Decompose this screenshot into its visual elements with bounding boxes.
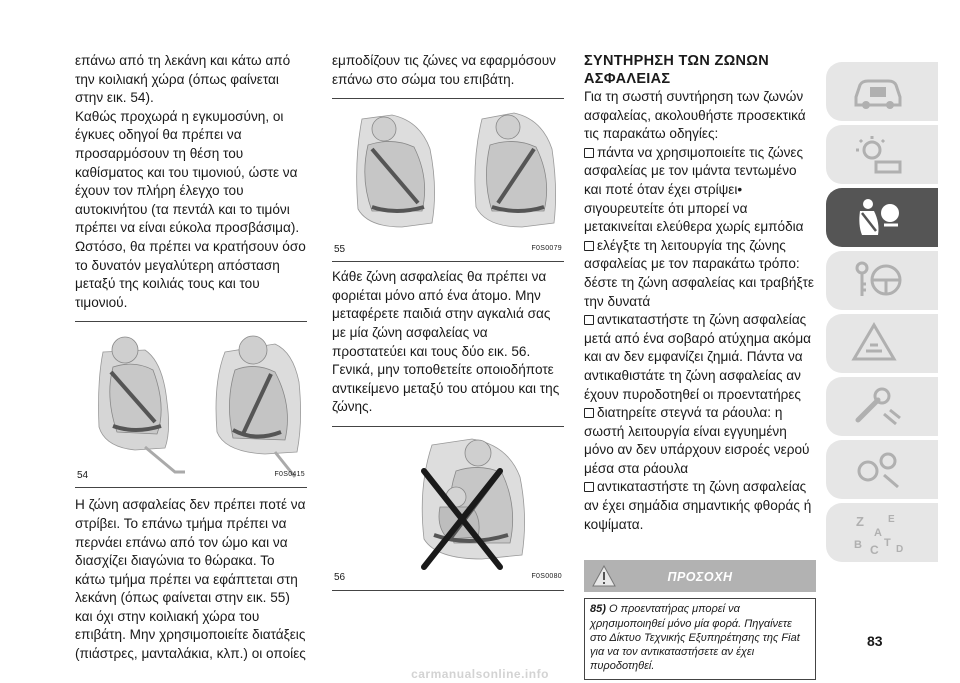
watermark: carmanualsonline.info — [411, 667, 549, 681]
chapter-tabs — [826, 62, 938, 566]
lights-dashboard-icon — [850, 132, 906, 176]
index-letter: B — [854, 539, 862, 551]
index-letters-icon — [850, 510, 910, 558]
bullet-item: ελέγξτε τη λειτουργία της ζώνης ασφαλείας με τον παρακάτω τρόπο: δέστε τη ζώνη ασφαλείας και τραβήξτε την δυνατά — [584, 237, 814, 309]
warning-road-icon — [850, 321, 906, 365]
figure-56 — [332, 427, 564, 590]
key-steering-wheel-icon — [850, 258, 906, 302]
paragraph: Κάθε ζώνη ασφαλείας θα πρέπει να φοριέται μόνο από ένα άτομο. Μην μεταφέρετε παιδιά στην αγκαλιά σας με μία ζώνη ασφαλείας να προστατεύει και τους δύο εικ. 56. Γενικά, μην τοποθετείτε οποιοδήποτε αντικείμενο μεταξύ του ατόμου και της ζώνης. — [332, 269, 560, 415]
figure-code: F0S0079 — [531, 244, 562, 252]
maintenance-tools-icon — [850, 384, 906, 428]
page-number: 83 — [867, 633, 883, 649]
index-letter: A — [874, 527, 882, 539]
seated-passengers-illustration — [332, 99, 564, 261]
tab-car-info[interactable] — [826, 62, 938, 121]
warning-title: ΠΡΟΣΟΧΗ — [667, 570, 733, 585]
figure-code: F0S0080 — [531, 573, 562, 581]
checkbox-bullet-icon — [584, 482, 594, 492]
pregnant-seatbelt-illustration — [75, 322, 307, 487]
figure-code: F0S0415 — [274, 470, 305, 478]
child-on-lap-illustration — [332, 427, 564, 590]
bullet-item: αντικαταστήστε τη ζώνη ασφαλείας μετά από ένα σοβαρό ατύχημα ακόμα και αν δεν εμφανίζει ζημιά. Πάντα να αντικαθιστάτε τη ζώνη ασφαλείας αν έχουν πυροδοτηθεί οι προεντατήρες — [584, 312, 812, 402]
tab-emergency[interactable] — [826, 314, 938, 373]
divider — [75, 487, 307, 488]
tab-starting-driving[interactable] — [826, 251, 938, 310]
tab-maintenance[interactable] — [826, 377, 938, 436]
index-letter: E — [888, 514, 895, 525]
column-1 — [75, 52, 307, 664]
bullet-item: διατηρείτε στεγνά τα ράουλα: η σωστή λειτουργία είναι εγγυημένη μόνο αν δεν υπάρχουν εισροές νερού μέσα στα ράουλα — [584, 405, 810, 476]
checkbox-bullet-icon — [584, 408, 594, 418]
warning-text: Ο προεντατήρας μπορεί να χρησιμοποιηθεί μόνο μία φορά. Πηγαίνετε στο Δίκτυο Τεχνικής Εξυπηρέτησης της Fiat για να τον αντικαταστήσετε αν έχει πυροδοτηθεί. — [590, 603, 800, 673]
warning-header — [584, 560, 816, 592]
tab-safety[interactable] — [826, 188, 938, 247]
bullet-item: πάντα να χρησιμοποιείτε τις ζώνες ασφαλείας με τον ιμάντα τεντωμένο και ποτέ όταν έχει στρίψει• σιγουρευτείτε ότι μπορεί να μετακινείται ελεύθερα χωρίς εμπόδια — [584, 144, 804, 235]
paragraph: επάνω από τη λεκάνη και κάτω από την κοιλιακή χώρα (όπως φαίνεται στην εικ. 54). — [75, 53, 291, 106]
paragraph: Καθώς προχωρά η εγκυμοσύνη, οι έγκυες οδηγοί θα πρέπει να προσαρμόσουν τη θέση του καθίσματος και του τιμονιού, ώστε να έχουν τον πλήρη έλεγχο του αυτοκινήτου (τα πεντάλ και το τιμόνι πρέπει να είναι εύκολα προσβάσιμα). — [75, 108, 300, 236]
checkbox-bullet-icon — [584, 148, 594, 158]
warning-number: 85) — [590, 603, 606, 616]
checkbox-bullet-icon — [584, 315, 594, 325]
index-letter: Z — [856, 514, 864, 529]
divider — [332, 590, 564, 591]
figure-54 — [75, 322, 307, 487]
tab-index[interactable] — [826, 503, 938, 562]
index-letter: T — [884, 537, 891, 549]
section-title: ΣΥΝΤΗΡΗΣΗ ΤΩΝ ΖΩΝΩΝ ΑΣΦΑΛΕΙΑΣ — [584, 53, 769, 87]
figure-number: 56 — [334, 572, 346, 584]
figure-number: 54 — [77, 469, 89, 481]
paragraph: Ωστόσο, θα πρέπει να κρατήσουν όσο το δυνατόν μεγαλύτερη απόσταση μεταξύ της κοιλιάς τους και του τιμονιού. — [75, 238, 306, 310]
paragraph: εμποδίζουν τις ζώνες να εφαρμόσουν επάνω στο σώμα του επιβάτη. — [332, 53, 556, 87]
column-2 — [332, 52, 564, 591]
tab-lights-dashboard[interactable] — [826, 125, 938, 184]
index-letter: C — [870, 543, 879, 557]
index-letter: D — [896, 544, 904, 555]
tab-technical-data[interactable] — [826, 440, 938, 499]
divider — [332, 261, 564, 262]
figure-number: 55 — [334, 243, 346, 255]
figure-55 — [332, 99, 564, 261]
paragraph: Για τη σωστή συντήρηση των ζωνών ασφαλείας, ακολουθήστε προσεκτικά τις παρακάτω οδηγίες: — [584, 89, 806, 142]
paragraph: Η ζώνη ασφαλείας δεν πρέπει ποτέ να στρίβει. Το επάνω τμήμα πρέπει να περνάει επάνω από τον ώμο και να διασχίζει διαγώνια το θώρακα. Το κάτω τμήμα πρέπει να εφάπτεται στη λεκάνη (όπως φαίνεται στην εικ. 55) και όχι στην κοιλιακή χώρα του επιβάτη. Μην χρησιμοποιείτε διατάξεις (πιάστρες, μανταλάκια, κλπ.) οι οποίες — [75, 497, 306, 662]
safety-seatbelt-airbag-icon — [850, 195, 906, 239]
car-info-icon — [850, 69, 906, 113]
column-3 — [584, 52, 816, 680]
bullet-item: αντικαταστήστε τη ζώνη ασφαλείας αν έχει σημάδια σημαντικής φθοράς ή κοψίματα. — [584, 479, 812, 532]
checkbox-bullet-icon — [584, 241, 594, 251]
technical-data-icon — [850, 447, 906, 491]
